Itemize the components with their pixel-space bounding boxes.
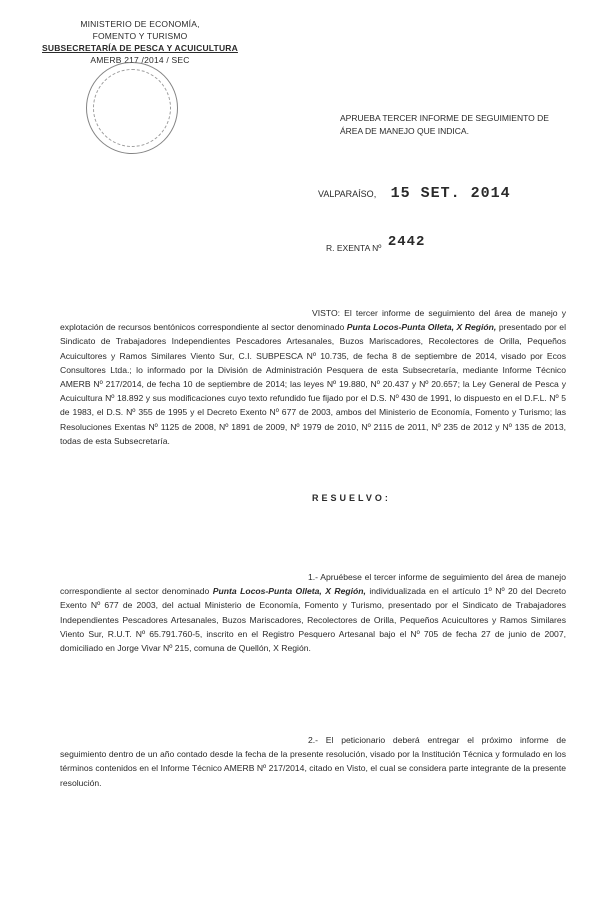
item-1-sector: Punta Locos-Punta Olleta, X Región,	[212, 586, 366, 597]
place-label: VALPARAÍSO,	[318, 188, 377, 199]
place-date-line	[318, 185, 511, 203]
visto-lead: VISTO: El tercer informe de seguimiento del área de manejo y explotación de recursos bentónicos correspondiente al sector denominado	[60, 308, 566, 333]
header-line-3: SUBSECRETARÍA DE PESCA Y ACUICULTURA	[42, 43, 238, 53]
item-2-paragraph	[60, 733, 566, 790]
exenta-number-line	[326, 234, 426, 256]
item-2-text: 2.- El peticionario deberá entregar el próximo informe de seguimiento dentro de un año contado desde la fecha de la presente resolución, visado por la Institución Técnica y formulado en los términos contenidos en el Informe Técnico AMERB Nº 217/2014, citado en Visto, el cual se considera parte integrante de la presente resolución.	[60, 735, 566, 788]
official-seal-stamp	[86, 62, 178, 154]
visto-rest: presentado por el Sindicato de Trabajadores Independientes Pescadores Artesanales, Buzos Mariscadores, Recolectores de Orilla, Pequeños Acuicultores y Ramos Similares Viento Sur, C.I. SUBPESCA Nº 10.735, de fecha 8 de septiembre de 2014, visado por Ecos Consultores Ltda.; lo informado por la División de Administración Pesquera de esta Subsecretaría, mediante Informe Técnico AMERB Nº 217/2014, de fecha 10 de septiembre de 2014; las leyes Nº 19.880, Nº 20.437 y Nº 20.657; la Ley General de Pesca y Acuicultura Nº 18.892 y sus modificaciones cuyo texto refundido fue fijado por el D.S. Nº 430 de 1991, lo dispuesto en el D.F.L. Nº 5 de 1983, el D.S. Nº 355 de 1995 y el Decreto Exento Nº 677 de 2003, ambos del Ministerio de Economía, Fomento y Turismo; las Resoluciones Exentas Nº 1125 de 2008, Nº 1891 de 2009, Nº 1979 de 2010, Nº 2115 de 2011, Nº 235 de 2012 y Nº 135 de 2013, todas de esta Subsecretaría.	[60, 322, 566, 446]
ministry-header	[40, 18, 240, 66]
item-1-rest: individualizada en el artículo 1º Nº 20 del Decreto Exento Nº 677 de 2003, del actual Ministerio de Economía, Fomento y Turismo, presentado por el Sindicato de Trabajadores Independientes Pescadores Artesanales, Buzos Mariscadores, Recolectores de Orilla, Pequeños Acuicultores y Ramos Similares Viento Sur, R.U.T. Nº 65.791.760-5, inscrito en el Registro Pesquero Artesanal bajo el Nº 705 de fecha 27 de junio de 2007, domiciliado en Jorge Vivar Nº 215, comuna de Quellón, X Región.	[60, 586, 566, 654]
item-1-lead: 1.- Apruébese el tercer informe de seguimiento del área de manejo correspondiente al sector denominado	[60, 572, 566, 597]
exenta-number: 2442	[387, 234, 426, 250]
header-line-1: MINISTERIO DE ECONOMÍA,	[80, 19, 200, 29]
header-line-2: FOMENTO Y TURISMO	[92, 31, 188, 41]
seal-ring	[93, 69, 171, 147]
document-subject: APRUEBA TERCER INFORME DE SEGUIMIENTO DE ÁREA DE MANEJO QUE INDICA.	[340, 113, 549, 136]
visto-paragraph	[60, 306, 566, 448]
visto-sector: Punta Locos-Punta Olleta, X Región,	[346, 322, 497, 333]
header-line-4: AMERB 217 /2014 / SEC	[90, 55, 190, 65]
item-1-paragraph	[60, 570, 566, 655]
resuelvo-heading: RESUELVO:	[312, 493, 391, 503]
date-stamp: 15 SET. 2014	[390, 185, 511, 203]
exenta-label: R. EXENTA Nº	[326, 243, 382, 253]
